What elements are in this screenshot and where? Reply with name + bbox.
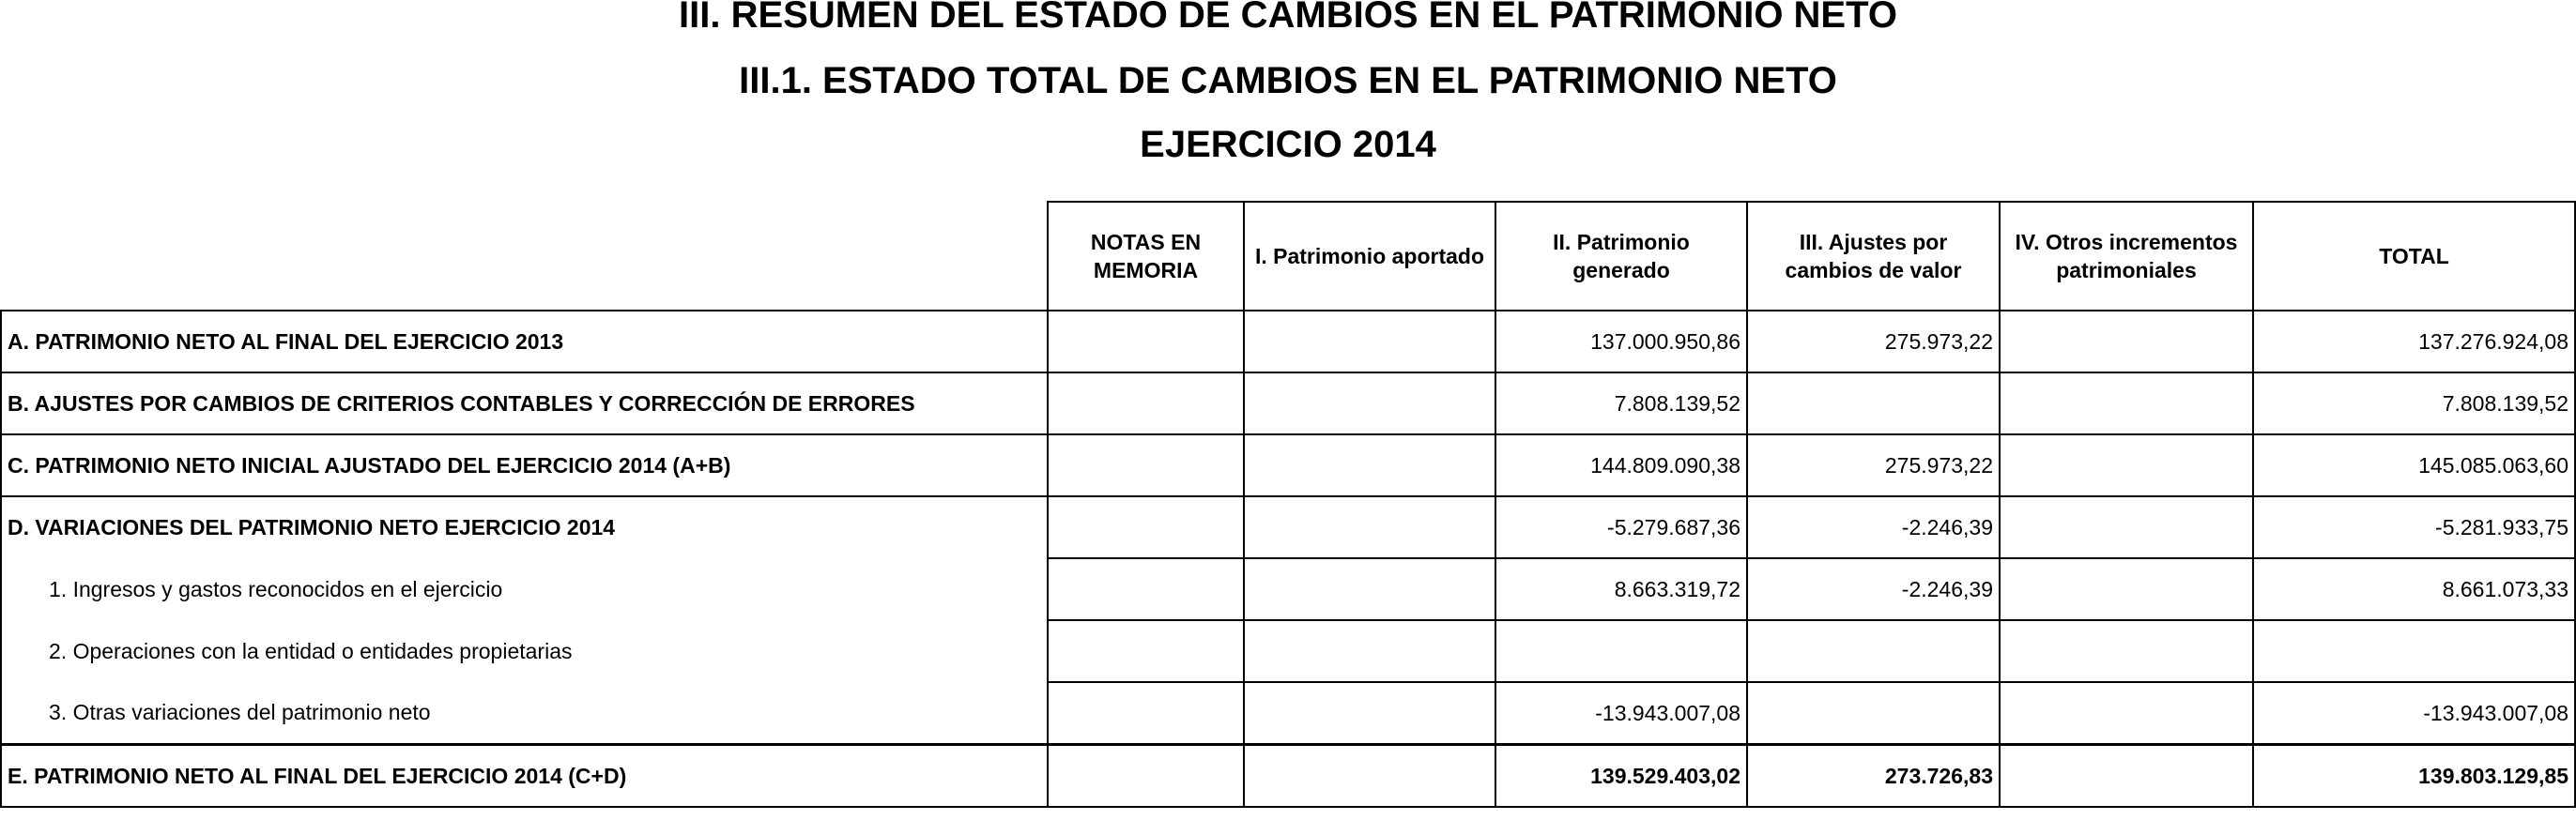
- report-period: EJERCICIO 2014: [1140, 124, 1436, 165]
- row-label: E. PATRIMONIO NETO AL FINAL DEL EJERCICIO 2014 (C+D): [1, 745, 1048, 808]
- cell-total: 137.276.924,08: [2253, 311, 2575, 372]
- table-row: [1, 745, 2575, 808]
- table-row: [1, 372, 2575, 434]
- table-row: [1, 558, 2575, 620]
- table-row: [1, 682, 2575, 745]
- cell-total: -13.943.007,08: [2253, 682, 2575, 745]
- cell-generado: [1495, 620, 1747, 682]
- cell-generado: 137.000.950,86: [1495, 311, 1747, 372]
- cell-otros: [2000, 311, 2253, 372]
- row-label: 2. Operaciones con la entidad o entidades propietarias: [1, 620, 1048, 682]
- row-label: D. VARIACIONES DEL PATRIMONIO NETO EJERCICIO 2014: [1, 496, 1048, 558]
- cell-notas: [1048, 745, 1244, 808]
- cell-notas: [1048, 434, 1244, 496]
- header-row: [1, 202, 2575, 311]
- row-label: 3. Otras variaciones del patrimonio neto: [1, 682, 1048, 745]
- cell-ajustes: 275.973,22: [1747, 434, 2000, 496]
- row-label: 1. Ingresos y gastos reconocidos en el ejercicio: [1, 558, 1048, 620]
- cell-aportado: [1244, 558, 1495, 620]
- cell-otros: [2000, 558, 2253, 620]
- cell-total: 8.661.073,33: [2253, 558, 2575, 620]
- cell-notas: [1048, 311, 1244, 372]
- cell-total: -5.281.933,75: [2253, 496, 2575, 558]
- cell-ajustes: -2.246,39: [1747, 496, 2000, 558]
- cell-notas: [1048, 558, 1244, 620]
- cell-otros: [2000, 682, 2253, 745]
- header-notas: NOTAS EN MEMORIA: [1048, 202, 1244, 311]
- cell-otros: [2000, 745, 2253, 808]
- cell-generado: -5.279.687,36: [1495, 496, 1747, 558]
- cell-generado: 139.529.403,02: [1495, 745, 1747, 808]
- cell-otros: [2000, 620, 2253, 682]
- cell-generado: 7.808.139,52: [1495, 372, 1747, 434]
- cell-aportado: [1244, 496, 1495, 558]
- row-label: C. PATRIMONIO NETO INICIAL AJUSTADO DEL EJERCICIO 2014 (A+B): [1, 434, 1048, 496]
- cell-generado: 8.663.319,72: [1495, 558, 1747, 620]
- row-label: A. PATRIMONIO NETO AL FINAL DEL EJERCICIO 2013: [1, 311, 1048, 372]
- cell-total: 145.085.063,60: [2253, 434, 2575, 496]
- cell-ajustes: [1747, 682, 2000, 745]
- cell-aportado: [1244, 682, 1495, 745]
- cell-generado: -13.943.007,08: [1495, 682, 1747, 745]
- cell-notas: [1048, 620, 1244, 682]
- cell-notas: [1048, 682, 1244, 745]
- report-subtitle: III.1. ESTADO TOTAL DE CAMBIOS EN EL PATRIMONIO NETO: [739, 60, 1837, 101]
- header-otros: IV. Otros incrementos patrimoniales: [2000, 202, 2253, 311]
- header-patrimonio-generado: II. Patrimonio generado: [1495, 202, 1747, 311]
- cell-aportado: [1244, 372, 1495, 434]
- table-row: [1, 311, 2575, 372]
- header-total: TOTAL: [2253, 202, 2575, 311]
- table-row: [1, 620, 2575, 682]
- header-patrimonio-aportado: I. Patrimonio aportado: [1244, 202, 1495, 311]
- cell-generado: 144.809.090,38: [1495, 434, 1747, 496]
- report-title: III. RESUMEN DEL ESTADO DE CAMBIOS EN EL PATRIMONIO NETO: [679, 0, 1897, 36]
- cell-notas: [1048, 496, 1244, 558]
- cell-aportado: [1244, 745, 1495, 808]
- cell-otros: [2000, 434, 2253, 496]
- cell-otros: [2000, 372, 2253, 434]
- table-row: [1, 434, 2575, 496]
- cell-total: 7.808.139,52: [2253, 372, 2575, 434]
- equity-changes-table: [0, 201, 2576, 808]
- cell-ajustes: 275.973,22: [1747, 311, 2000, 372]
- header-blank: [1, 202, 1048, 311]
- cell-total: 139.803.129,85: [2253, 745, 2575, 808]
- cell-aportado: [1244, 620, 1495, 682]
- cell-otros: [2000, 496, 2253, 558]
- cell-ajustes: [1747, 620, 2000, 682]
- cell-aportado: [1244, 434, 1495, 496]
- cell-ajustes: 273.726,83: [1747, 745, 2000, 808]
- cell-aportado: [1244, 311, 1495, 372]
- row-label: B. AJUSTES POR CAMBIOS DE CRITERIOS CONTABLES Y CORRECCIÓN DE ERRORES: [1, 372, 1048, 434]
- header-ajustes: III. Ajustes por cambios de valor: [1747, 202, 2000, 311]
- cell-ajustes: -2.246,39: [1747, 558, 2000, 620]
- table-row: [1, 496, 2575, 558]
- cell-notas: [1048, 372, 1244, 434]
- cell-total: [2253, 620, 2575, 682]
- cell-ajustes: [1747, 372, 2000, 434]
